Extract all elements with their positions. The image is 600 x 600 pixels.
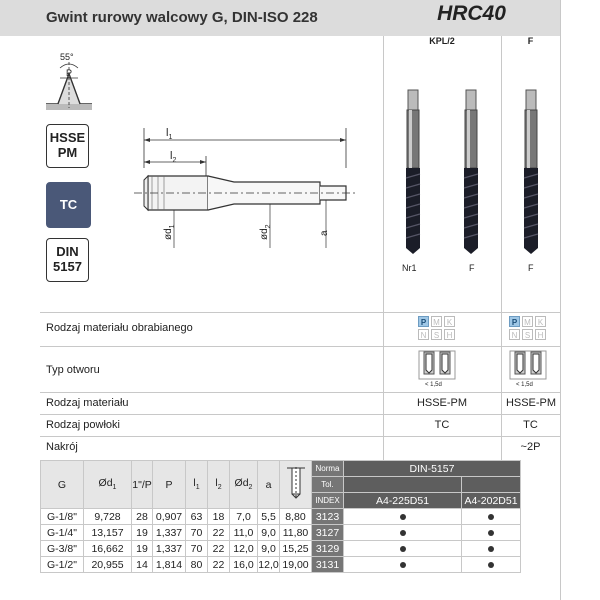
cell-d2: 16,0 <box>230 557 258 573</box>
cell-avail-kpl <box>344 525 462 541</box>
din-badge-line2: 5157 <box>53 259 82 274</box>
cell-p: 0,907 <box>153 509 186 525</box>
hardness-label: HRC40 <box>437 2 506 25</box>
tol-f <box>462 477 521 493</box>
norma-value: DIN-5157 <box>344 461 521 477</box>
cell-avail-kpl <box>344 557 462 573</box>
th-tpi: 1"/P <box>132 461 153 509</box>
cell-avail-f <box>462 509 521 525</box>
cell-a: 9,0 <box>258 541 280 557</box>
availability-dot-icon <box>400 530 406 536</box>
dim-l1-sub: 1 <box>168 134 173 142</box>
th-d1-text: Ød <box>98 477 113 490</box>
material-box-p: P <box>509 316 520 327</box>
row-divider <box>40 392 560 393</box>
table-row <box>41 541 521 557</box>
availability-dot-icon <box>488 562 494 568</box>
cell-d1: 16,662 <box>84 541 132 557</box>
availability-dot-icon <box>400 546 406 552</box>
th-d2-sub: 2 <box>248 484 253 492</box>
cell-g: G-1/2" <box>41 557 84 573</box>
tool-material-f: HSSE-PM <box>505 397 557 409</box>
dim-d1-label <box>163 224 176 240</box>
cell-d2: 12,0 <box>230 541 258 557</box>
cell-a: 9,0 <box>258 525 280 541</box>
hole-note-kpl: < 1,5d <box>425 382 442 388</box>
tol-kpl <box>344 477 462 493</box>
cell-tpi: 14 <box>132 557 153 573</box>
cell-d2: 11,0 <box>230 525 258 541</box>
table-row <box>41 509 521 525</box>
cell-avail-kpl <box>344 541 462 557</box>
din-badge <box>46 238 89 282</box>
material-badge-line2: PM <box>57 145 78 160</box>
cell-l2: 18 <box>208 509 230 525</box>
dim-d1-sub: 1 <box>169 224 176 229</box>
th-l2-text: l <box>215 477 218 490</box>
cell-p: 1,337 <box>153 541 186 557</box>
cell-l1: 80 <box>186 557 208 573</box>
availability-dot-icon <box>488 546 494 552</box>
material-box-n: N <box>418 329 429 340</box>
availability-dot-icon <box>488 530 494 536</box>
row-label-chamfer: Nakrój <box>46 441 78 453</box>
availability-dot-icon <box>488 514 494 520</box>
dim-l1-text: l <box>166 127 169 139</box>
row-divider <box>40 312 560 313</box>
material-box-h: H <box>535 329 546 340</box>
cell-avail-f <box>462 525 521 541</box>
th-l1-sub: 1 <box>195 484 200 492</box>
table-row <box>41 525 521 541</box>
th-d2-text: Ød <box>234 477 249 490</box>
row-label-hole-type: Typ otworu <box>46 364 100 376</box>
availability-dot-icon <box>400 514 406 520</box>
cell-l2: 22 <box>208 541 230 557</box>
cell-avail-f <box>462 557 521 573</box>
chamfer-f: ~2P <box>520 441 541 453</box>
th-g: G <box>41 461 84 509</box>
blind-hole-icon <box>509 350 547 380</box>
profile-angle: 55° <box>60 52 74 62</box>
cell-drill: 11,80 <box>280 525 312 541</box>
th-d2 <box>230 461 258 509</box>
th-l1-text: l <box>193 477 196 490</box>
page-title: Gwint rurowy walcowy G, DIN-ISO 228 <box>46 9 318 26</box>
th-norma: Norma <box>312 461 344 477</box>
material-badge-line1: HSSE <box>49 130 86 145</box>
cell-l1: 70 <box>186 541 208 557</box>
cell-g: G-1/4" <box>41 525 84 541</box>
index-kpl: A4-225D51 <box>344 493 462 509</box>
cell-tpi: 19 <box>132 525 153 541</box>
cell-index: 3127 <box>312 525 344 541</box>
th-l2 <box>208 461 230 509</box>
material-badge <box>46 124 89 168</box>
dim-d2-label <box>259 224 272 240</box>
index-f: A4-202D51 <box>462 493 521 509</box>
tool-material-kpl: HSSE-PM <box>416 397 468 409</box>
col-f-header: F <box>527 36 534 46</box>
th-d1 <box>84 461 132 509</box>
cell-index: 3129 <box>312 541 344 557</box>
dim-l2-text: l <box>170 150 173 162</box>
material-box-p: P <box>418 316 429 327</box>
cell-l1: 63 <box>186 509 208 525</box>
material-box-m: M <box>431 316 442 327</box>
dim-l2-label <box>170 150 176 164</box>
row-divider <box>40 346 560 347</box>
cell-d1: 9,728 <box>84 509 132 525</box>
cell-a: 5,5 <box>258 509 280 525</box>
availability-dot-icon <box>400 562 406 568</box>
row-divider <box>40 414 560 415</box>
dim-a-label: a <box>319 230 330 236</box>
column-divider <box>560 0 561 600</box>
row-divider <box>40 436 560 437</box>
material-box-k: K <box>444 316 455 327</box>
cell-drill: 8,80 <box>280 509 312 525</box>
dim-d1-text: ød <box>163 228 174 240</box>
cell-p: 1,814 <box>153 557 186 573</box>
th-drill <box>280 461 312 509</box>
cell-avail-kpl <box>344 509 462 525</box>
th-a: a <box>258 461 280 509</box>
hole-note-f: < 1,5d <box>516 382 533 388</box>
coating-badge: TC <box>46 182 91 228</box>
dim-d2-sub: 2 <box>265 224 272 229</box>
thread-profile-icon <box>44 54 94 112</box>
row-label-material-processed: Rodzaj materiału obrabianego <box>46 322 193 334</box>
material-box-k: K <box>535 316 546 327</box>
cell-g: G-3/8" <box>41 541 84 557</box>
cell-index: 3131 <box>312 557 344 573</box>
cell-l1: 70 <box>186 525 208 541</box>
tool-caption-nr1: Nr1 <box>402 263 417 273</box>
cell-d1: 13,157 <box>84 525 132 541</box>
tap-image-f1 <box>456 88 486 256</box>
row-label-coating: Rodzaj powłoki <box>46 419 120 431</box>
dim-l1-label <box>166 127 172 141</box>
material-box-n: N <box>509 329 520 340</box>
table-row <box>41 557 521 573</box>
cell-tpi: 19 <box>132 541 153 557</box>
dim-d2-text: ød <box>259 228 270 240</box>
dim-l2-sub: 2 <box>172 157 177 165</box>
material-box-s: S <box>522 329 533 340</box>
cell-drill: 15,25 <box>280 541 312 557</box>
profile-pitch: P <box>66 68 73 78</box>
tap-image-f2 <box>516 88 546 256</box>
material-box-m: M <box>522 316 533 327</box>
cell-tpi: 28 <box>132 509 153 525</box>
drill-hole-icon <box>283 465 309 501</box>
cell-a: 12,0 <box>258 558 279 571</box>
spec-table <box>40 460 521 573</box>
cell-d1: 20,955 <box>84 557 132 573</box>
cell-g: G-1/8" <box>41 509 84 525</box>
cell-index: 3123 <box>312 509 344 525</box>
material-box-h: H <box>444 329 455 340</box>
tool-caption-f1: F <box>469 263 475 273</box>
tool-caption-f2: F <box>528 263 534 273</box>
th-d1-sub: 1 <box>112 484 117 492</box>
material-box-s: S <box>431 329 442 340</box>
cell-l2: 22 <box>208 525 230 541</box>
tap-image-nr1 <box>398 88 428 256</box>
din-badge-line1: DIN <box>56 244 79 259</box>
cell-avail-f <box>462 541 521 557</box>
coating-kpl: TC <box>434 419 450 431</box>
blind-hole-icon <box>418 350 456 380</box>
th-l1 <box>186 461 208 509</box>
cell-l2: 22 <box>208 557 230 573</box>
cell-d2: 7,0 <box>230 509 258 525</box>
cell-p: 1,337 <box>153 525 186 541</box>
th-l2-sub: 2 <box>217 484 222 492</box>
th-p: P <box>153 461 186 509</box>
cell-drill: 19,00 <box>280 557 312 573</box>
th-tol: Tol. <box>312 477 344 493</box>
coating-f: TC <box>523 419 538 431</box>
col-kpl-header: KPL/2 <box>429 36 455 46</box>
row-label-tool-material: Rodzaj materiału <box>46 397 129 409</box>
th-index: INDEX <box>312 493 344 509</box>
